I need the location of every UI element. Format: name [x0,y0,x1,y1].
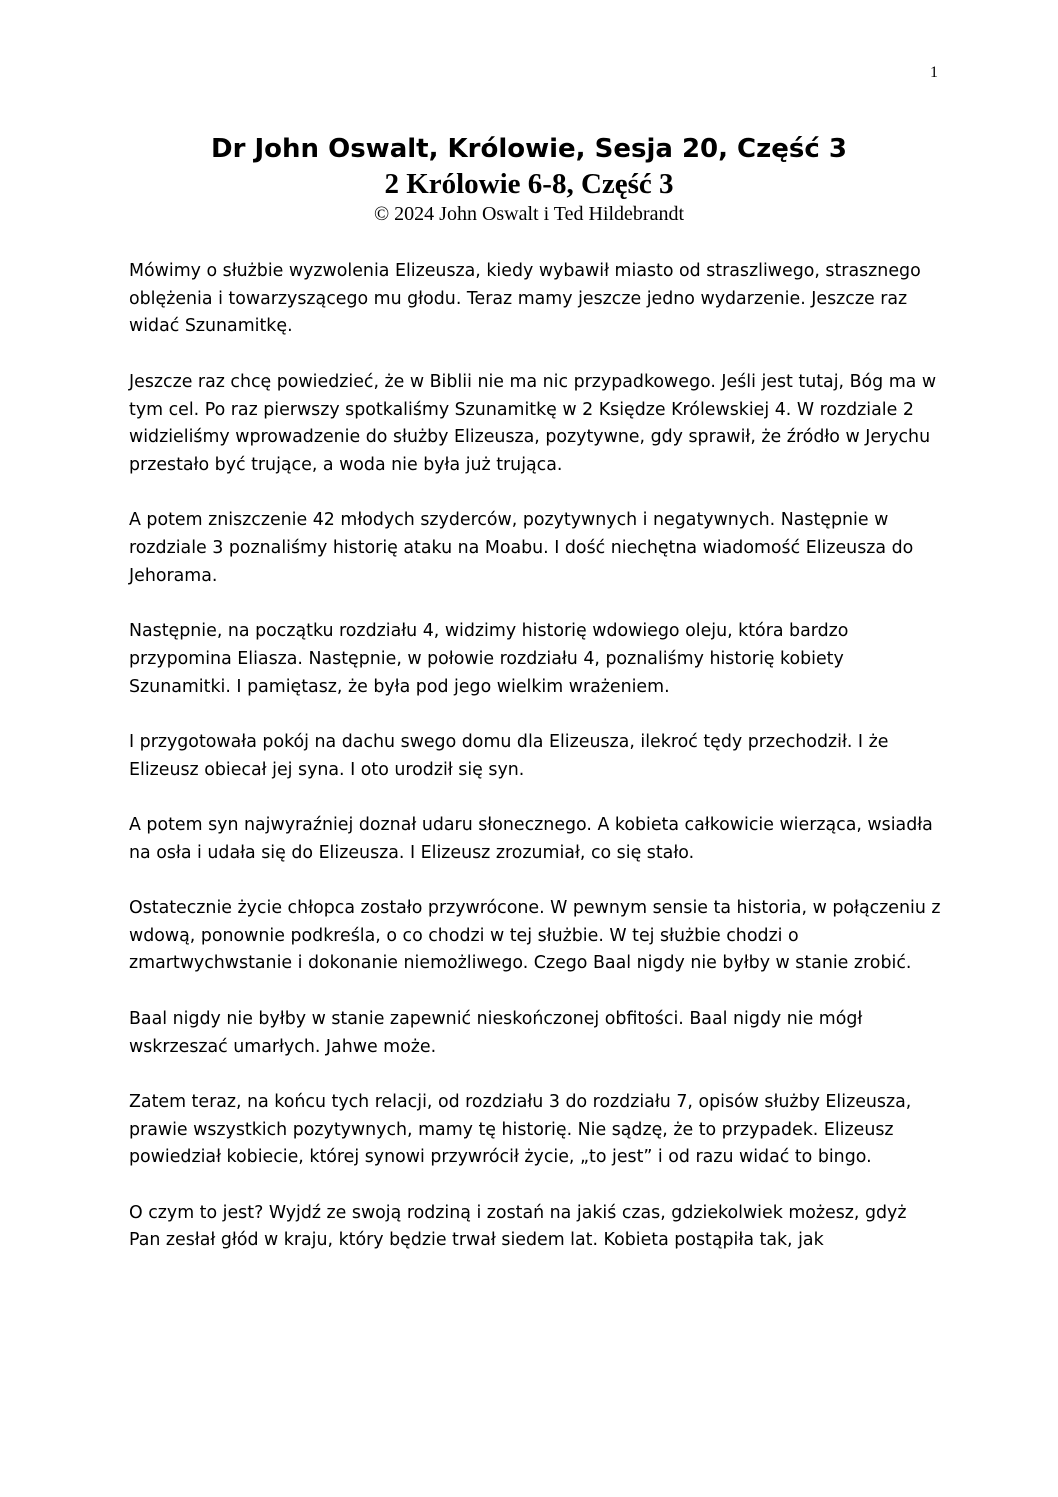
page-number: 1 [930,64,938,81]
body-paragraph: Następnie, na początku rozdziału 4, widzimy historię wdowiego oleju, która bardzo przypomina Eliasza. Następnie, w połowie rozdziału 4, poznaliśmy historię kobiety Szunamitki. I pamiętasz, że była pod jego wielkim wrażeniem. [129,621,849,697]
document-subtitle: 2 Królowie 6-8, Część 3 [384,168,674,200]
document-body [129,258,941,1283]
document-title: Dr John Oswalt, Królowie, Sesja 20, Część 3 [211,134,847,164]
body-paragraph: Zatem teraz, na końcu tych relacji, od rozdziału 3 do rozdziału 7, opisów służby Elizeusza, prawie wszystkich pozytywnych, mamy tę historię. Nie sądzę, że to przypadek. Elizeusz powiedział kobiecie, której synowi przywrócił życie, „to jest” i od razu widać to bingo. [129,1091,912,1168]
body-paragraph: A potem syn najwyraźniej doznał udaru słonecznego. A kobieta całkowicie wierząca, wsiadła na osła i udała się do Elizeusza. I Elizeusz zrozumiał, co się stało. [129,814,933,863]
body-paragraph: Baal nigdy nie byłby w stanie zapewnić nieskończonej obfitości. Baal nigdy nie mógł wskrzeszać umarłych. Jahwe może. [129,1008,863,1057]
body-paragraph: A potem zniszczenie 42 młodych szyderców, pozytywnych i negatywnych. Następnie w rozdziale 3 poznaliśmy historię ataku na Moabu. I dość niechętna wiadomość Elizeusza do Jehorama. [129,510,914,586]
body-paragraph: Jeszcze raz chcę powiedzieć, że w Biblii nie ma nic przypadkowego. Jeśli jest tutaj, Bóg ma w tym cel. Po raz pierwszy spotkaliśmy Szunamitkę w 2 Księdze Królewskiej 4. W rozdziale 2 widzieliśmy wprowadzenie do służby Elizeusza, pozytywne, gdy sprawił, że źródło w Jerychu przestało być trujące, a woda nie była już trująca. [129,371,937,475]
body-paragraph: O czym to jest? Wyjdź ze swoją rodziną i zostań na jakiś czas, gdziekolwiek możesz, gdyż Pan zesłał głód w kraju, który będzie trwał siedem lat. Kobieta postąpiła tak, jak [129,1202,907,1251]
copyright-line: © 2024 John Oswalt i Ted Hildebrandt [373,203,685,225]
body-paragraph: I przygotowała pokój na dachu swego domu dla Elizeusza, ilekroć tędy przechodził. I że Elizeusz obiecał jej syna. I oto urodził się syn. [129,731,889,780]
document-header [0,132,1058,226]
body-paragraph: Ostatecznie życie chłopca zostało przywrócone. W pewnym sensie ta historia, w połączeniu z wdową, ponownie podkreśla, o co chodzi w tej służbie. W tej służbie chodzi o zmartwychwstanie i dokonanie niemożliwego. Czego Baal nigdy nie byłby w stanie zrobić. [129,898,941,974]
body-paragraph: Mówimy o służbie wyzwolenia Elizeusza, kiedy wybawił miasto od straszliwego, strasznego oblężenia i towarzyszącego mu głodu. Teraz mamy jeszcze jedno wydarzenie. Jeszcze raz widać Szunamitkę. [129,261,921,337]
